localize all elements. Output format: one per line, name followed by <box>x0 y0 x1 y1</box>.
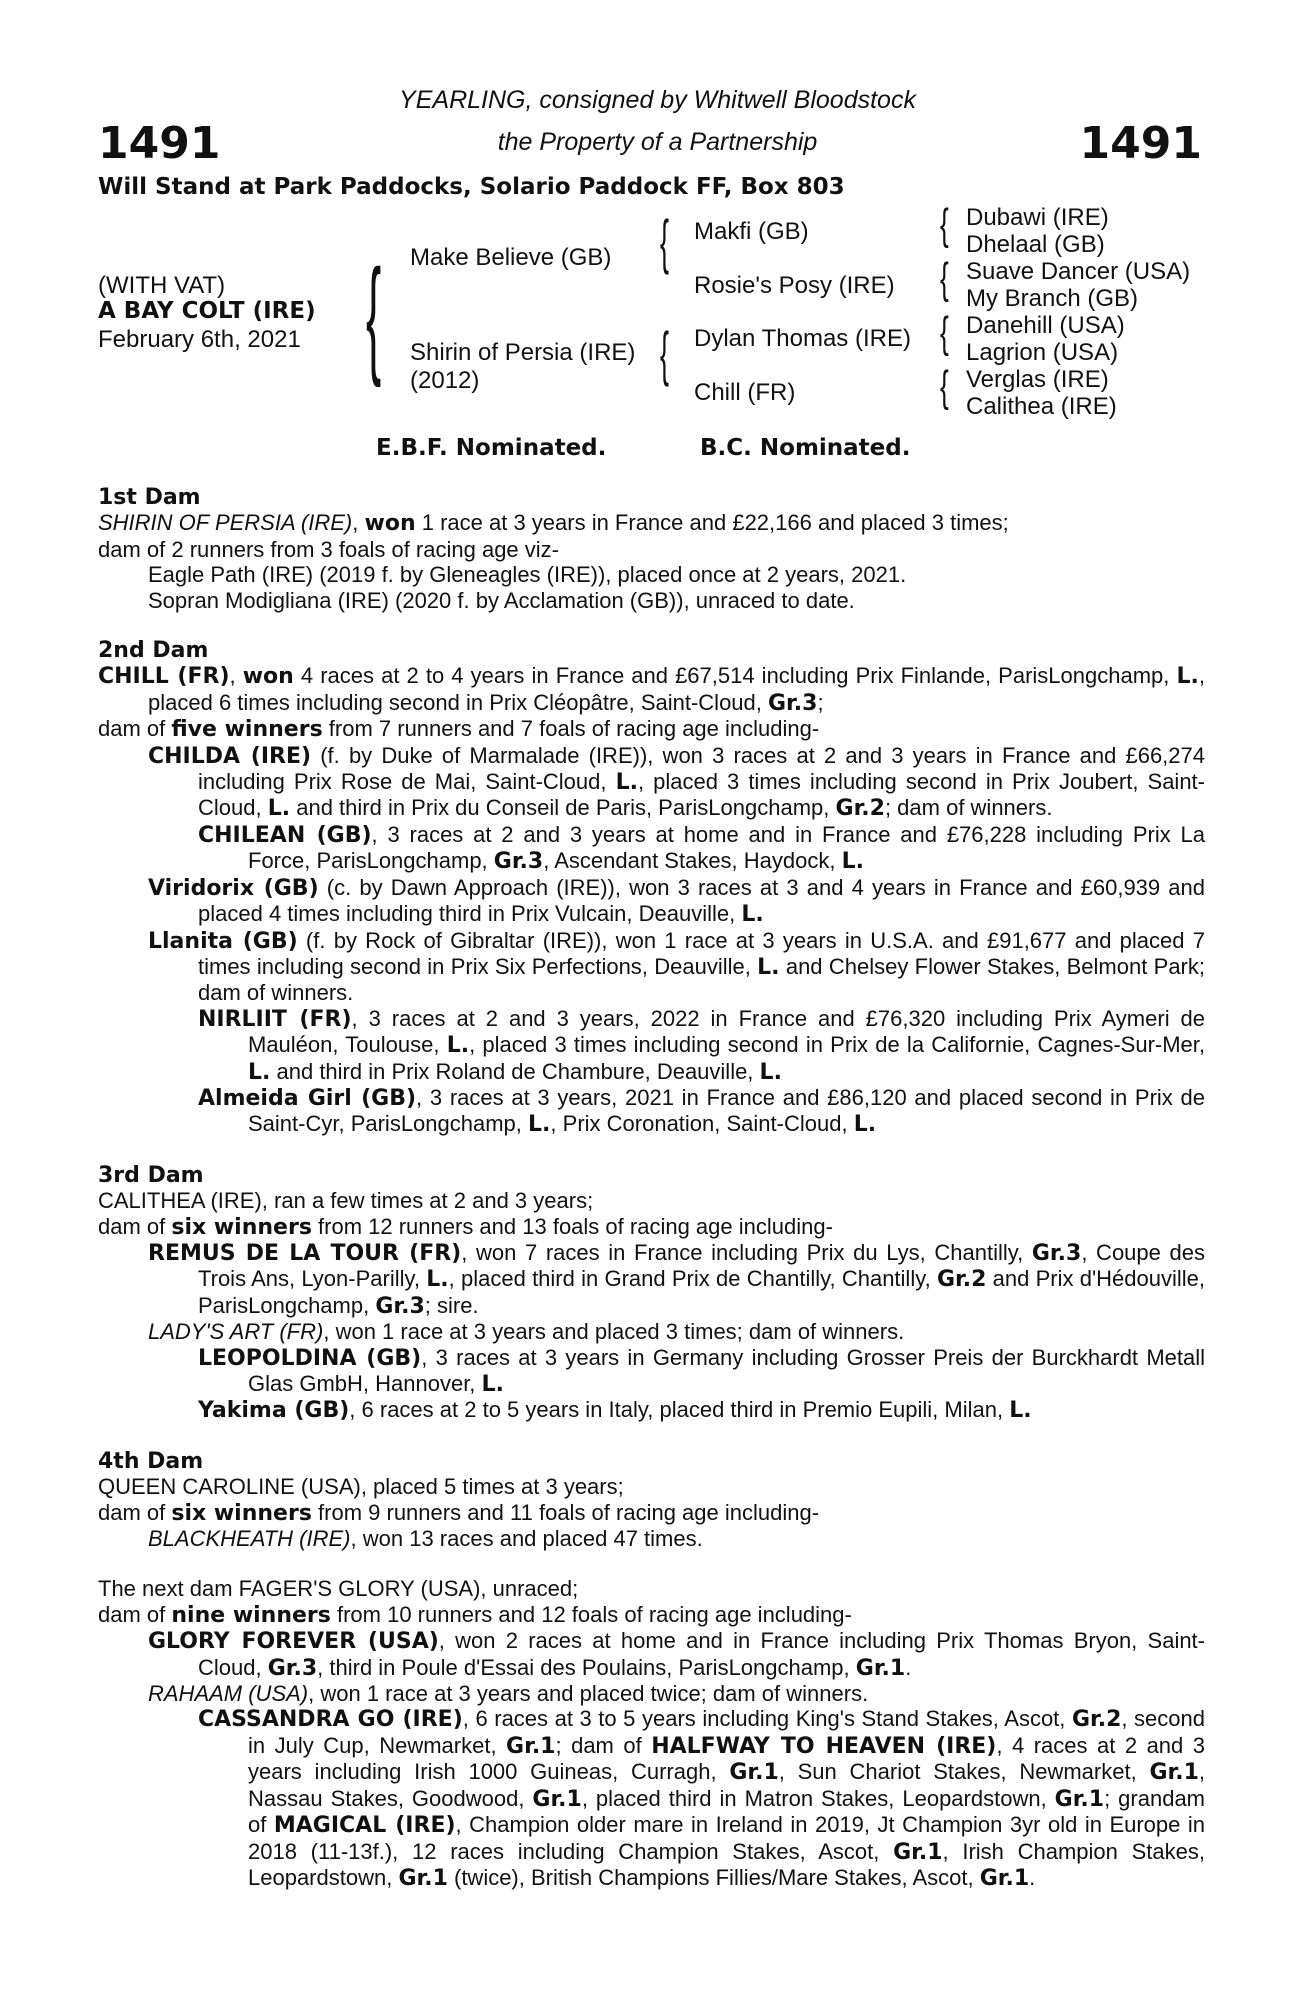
gen4-2: Dhelaal (GB) <box>966 231 1105 258</box>
dam-produce-intro: dam of five winners from 7 runners and 7 foals of racing age including- <box>98 716 820 743</box>
section-title: 2nd Dam <box>98 638 209 664</box>
gen4-8: Calithea (IRE) <box>966 393 1117 420</box>
produce-item: GLORY FOREVER (USA), won 2 races at home and in France including Prix Thomas Bryon, Saint-Cloud, Gr.3, third in Poule d'Essai des Poulains, ParisLongchamp, Gr.1. <box>148 1628 1206 1681</box>
foaling-date: February 6th, 2021 <box>98 326 301 353</box>
produce-item: Yakima (GB), 6 races at 2 to 5 years in Italy, placed third in Premio Eupili, Milan, L. <box>198 1397 1032 1424</box>
gen3-brace-2: { <box>940 254 949 303</box>
gen4-3: Suave Dancer (USA) <box>966 258 1191 285</box>
produce-item: Viridorix (GB) (c. by Dawn Approach (IRE)), won 3 races at 3 and 4 years in France and £60,939 and placed 4 times including third in Prix Vulcain, Deauville, L. <box>148 874 1205 928</box>
dam-entry: The next dam FAGER'S GLORY (USA), unraced; <box>98 1576 579 1602</box>
ebf-nomination: E.B.F. Nominated. <box>376 435 607 461</box>
property-line: the Property of a Partnership <box>497 128 818 156</box>
produce-item: RAHAAM (USA), won 1 race at 3 years and placed twice; dam of winners. <box>148 1681 869 1707</box>
fourth-dam-section <box>98 1449 1205 1552</box>
produce-item: Almeida Girl (GB), 3 races at 3 years, 2021 in France and £86,120 and placed second in Prix de Saint-Cyr, ParisLongchamp, L., Prix Coronation, Saint-Cloud, L. <box>198 1084 1205 1138</box>
lot-number-right: 1491 <box>1079 118 1202 169</box>
dam-brace: { <box>660 320 670 387</box>
produce-item: CHILDA (IRE) (f. by Duke of Marmalade (IRE)), won 3 races at 2 and 3 years in France and £66,274 including Prix Rose de Mai, Saint-Cloud, L., placed 3 times including second in Prix Joubert, Saint-Cloud, L. and third in Prix du Conseil de Paris, ParisLongchamp, Gr.2; dam of winners. <box>148 742 1205 822</box>
first-dam-section <box>98 485 1205 613</box>
consignor-line: YEARLING, consigned by Whitwell Bloodstock <box>399 86 916 114</box>
dam-entry: QUEEN CAROLINE (USA), placed 5 times at 3 years; <box>98 1474 624 1500</box>
gen3-brace-3: { <box>940 308 949 357</box>
sire-name: Make Believe (GB) <box>410 244 612 271</box>
horse-name: A BAY COLT (IRE) <box>98 298 316 324</box>
produce-item: CHILEAN (GB), 3 races at 2 and 3 years at home and in France and £76,228 including Prix La Force, ParisLongchamp, Gr.3, Ascendant Stakes, Haydock, L. <box>198 821 1205 875</box>
dam-produce-intro: dam of six winners from 9 runners and 11 foals of racing age including- <box>98 1499 820 1526</box>
dam-entry: CALITHEA (IRE), ran a few times at 2 and 3 years; <box>98 1188 594 1214</box>
produce-item: CASSANDRA GO (IRE), 6 races at 3 to 5 years including King's Stand Stakes, Ascot, Gr.2, second in July Cup, Newmarket, Gr.1; dam of HALFWAY TO HEAVEN (IRE), 4 races at 2 and 3 years including Irish 1000 Guineas, Curragh, Gr.1, Sun Chariot Stakes, Newmarket, Gr.1, Nassau Stakes, Goodwood, Gr.1, placed third in Matron Stakes, Leopardstown, Gr.1; grandam of MAGICAL (IRE), Champion older mare in Ireland in 2019, Jt Champion 3yr old in Europe in 2018 (11-13f.), 12 races including Champion Stakes, Ascot, Gr.1, Irish Champion Stakes, Leopardstown, Gr.1 (twice), British Champions Fillies/Mare Stakes, Ascot, Gr.1. <box>198 1706 1206 1891</box>
produce-item: LADY'S ART (FR), won 1 race at 3 years and placed 3 times; dam of winners. <box>148 1319 905 1345</box>
gen3-brace-1: { <box>940 200 949 249</box>
sire-brace: { <box>660 208 670 275</box>
section-title: 1st Dam <box>98 485 201 510</box>
third-dam-section <box>98 1163 1205 1424</box>
pedigree-brace: { <box>366 242 382 388</box>
dam-produce-intro: dam of 2 runners from 3 foals of racing age viz- <box>98 536 559 562</box>
dam-produce-intro: dam of six winners from 12 runners and 13 foals of racing age including- <box>98 1213 833 1240</box>
gen4-4: My Branch (GB) <box>966 285 1139 312</box>
dam-dam: Chill (FR) <box>694 379 796 406</box>
catalogue-body <box>98 485 1205 1916</box>
gen4-7: Verglas (IRE) <box>966 366 1109 393</box>
produce-item: Llanita (GB) (f. by Rock of Gibraltar (IRE)), won 1 race at 3 years in U.S.A. and £91,677 and placed 7 times including second in Prix Six Perfections, Deauville, L. and Chelsey Flower Stakes, Belmont Park; dam of winners. <box>148 927 1205 1006</box>
stand-location: Will Stand at Park Paddocks, Solario Paddock FF, Box 803 <box>98 174 845 200</box>
dam-year: (2012) <box>410 367 480 394</box>
sire-dam: Rosie's Posy (IRE) <box>694 272 895 299</box>
dam-entry: CHILL (FR), won 4 races at 2 to 4 years in France and £67,514 including Prix Finlande, ParisLongchamp, L., placed 6 times including second in Prix Cléopâtre, Saint-Cloud, Gr.3; <box>98 663 1205 716</box>
gen3-brace-4: { <box>940 362 949 411</box>
bc-nomination: B.C. Nominated. <box>700 435 911 461</box>
dam-entry: SHIRIN OF PERSIA (IRE), won 1 race at 3 years in France and £22,166 and placed 3 times; <box>98 510 1009 537</box>
gen4-1: Dubawi (IRE) <box>966 204 1109 231</box>
gen4-5: Danehill (USA) <box>966 312 1125 339</box>
gen4-6: Lagrion (USA) <box>966 339 1119 366</box>
next-dam-section <box>98 1576 1205 1891</box>
produce-item: BLACKHEATH (IRE), won 13 races and placed 47 times. <box>148 1526 703 1552</box>
dam-sire: Dylan Thomas (IRE) <box>694 325 911 352</box>
produce-item: LEOPOLDINA (GB), 3 races at 3 years in Germany including Grosser Preis der Burckhardt Metall Glas GmbH, Hannover, L. <box>198 1344 1206 1397</box>
dam-produce-intro: dam of nine winners from 10 runners and 12 foals of racing age including- <box>98 1601 852 1628</box>
lot-number-left: 1491 <box>98 118 221 169</box>
section-title: 3rd Dam <box>98 1162 204 1188</box>
vat-note: (WITH VAT) <box>98 272 226 299</box>
produce-item: Eagle Path (IRE) (2019 f. by Gleneagles (IRE)), placed once at 2 years, 2021. <box>148 562 907 588</box>
dam-name: Shirin of Persia (IRE) <box>410 339 636 366</box>
produce-item: NIRLIIT (FR), 3 races at 2 and 3 years, 2022 in France and £76,320 including Prix Aymeri de Mauléon, Toulouse, L., placed 3 times including second in Prix de la Californie, Cagnes-Sur-Mer, L. and third in Prix Roland de Chambure, Deauville, L. <box>198 1005 1206 1085</box>
produce-item: Sopran Modigliana (IRE) (2020 f. by Acclamation (GB)), unraced to date. <box>148 587 855 613</box>
produce-item: REMUS DE LA TOUR (FR), won 7 races in France including Prix du Lys, Chantilly, Gr.3, Coupe des Trois Ans, Lyon-Parilly, L., placed third in Grand Prix de Chantilly, Chantilly, Gr.2 and Prix d'Hédouville, ParisLongchamp, Gr.3; sire. <box>148 1239 1205 1319</box>
second-dam-section <box>98 638 1205 1138</box>
sire-sire: Makfi (GB) <box>694 218 809 245</box>
section-title: 4th Dam <box>98 1448 204 1474</box>
